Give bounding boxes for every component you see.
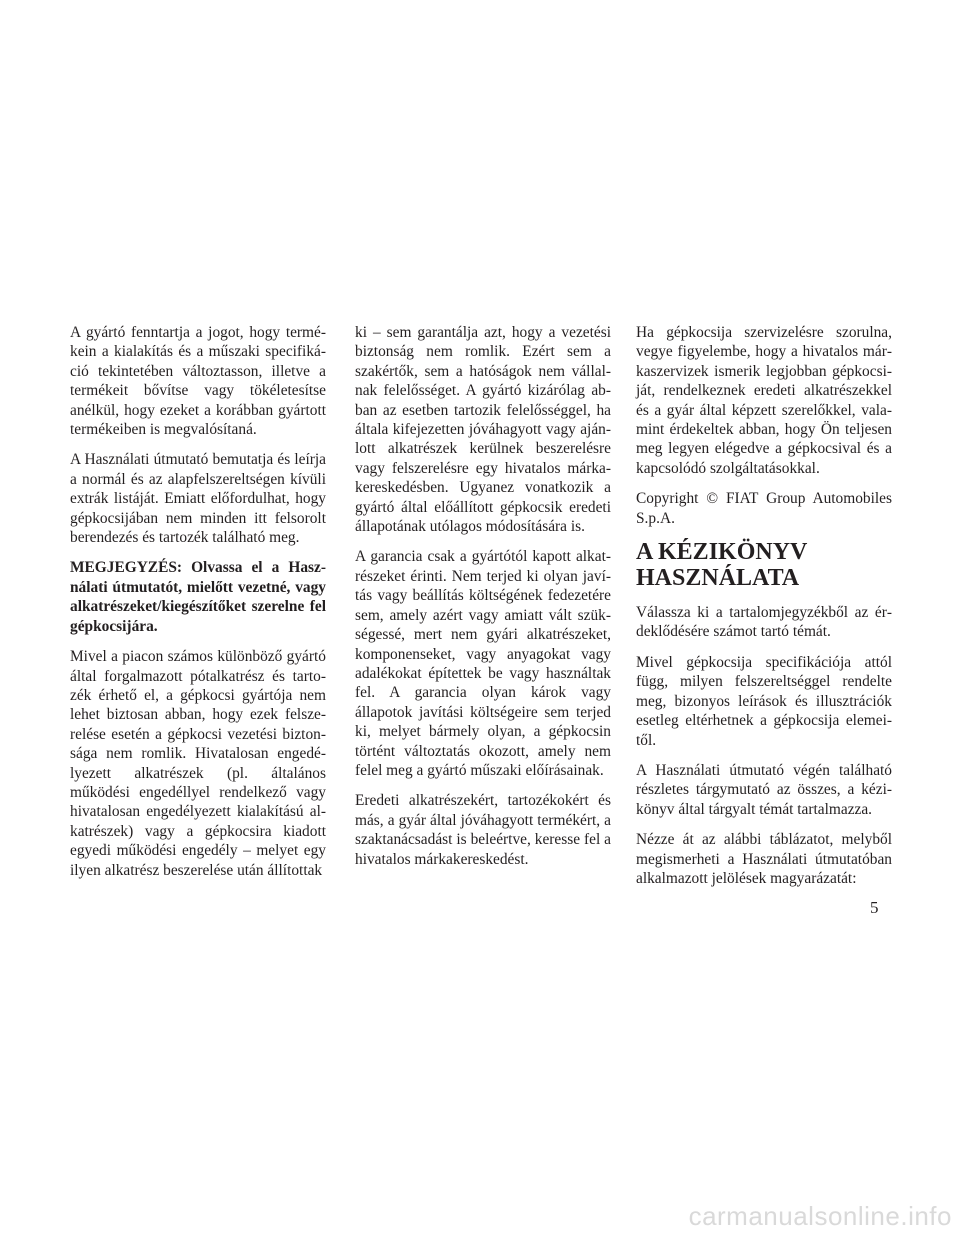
paragraph-spare-parts: Mivel a piacon számos különböző gyártó által forgalmazott pótalkatrész és tartozék érhető el, a gépkocsi gyártója nem lehet biztosan abban, hogy ezek felszerelése esetén a gépkocsi vezetési biztonsága nem romlik. Hivatalosan engedélyezett alkatrészek (pl. általános működési engedéllyel rendelkező vagy hivatalosan engedélyezett kialakítású alkatrészek) vagy a gépkocsira kiadott egyedi működési engedély – melyet egy ilyen alkatrész beszerelése után állítottak [70,648,326,879]
copyright-notice: Copyright © FIAT Group Automobiles S.p.A. [636,490,892,527]
section-heading-line-1: A KÉZIKÖNYV [636,539,808,566]
note-read-manual: MEGJEGYZÉS: Olvassa el a Használati útmutatót, mielőtt vezetné, vagy alkatrészeket/kiegészítőket szerelne fel gépkocsijára. [70,559,326,635]
paragraph-symbols-table: Nézze át az alábbi táblázatot, melyből megismerheti a Használati útmutatóban alkalmazott jelölések magyarázatát: [636,831,892,887]
paragraph-table-of-contents: Válassza ki a tartalomjegyzékből az érdeklődésére számot tartó témát. [636,604,892,641]
paragraph-manual-contents: A Használati útmutató bemutatja és leírja a normál és az alapfelszereltségen kívüli extrák listáját. Emiatt előfordulhat, hogy gépkocsijában nem minden itt felsorolt berendezés és tartozék található meg. [70,451,326,547]
paragraph-manufacturer-rights: A gyártó fenntartja a jogot, hogy termékein a kialakítás és a műszaki specifikáció tekintetében változtasson, illetve a termékeit bővítse vagy tökéletesítse anélkül, hogy ezeket a korábban gyártott termékeiben is megvalósítaná. [70,324,326,439]
text-column-1 [70,323,326,891]
text-column-3 [636,323,892,899]
section-heading-line-2: HASZNÁLATA [636,565,800,592]
paragraph-specification: Mivel gépkocsija specifikációja attól függ, milyen felszereltséggel rendelte meg, bizonyos leírások és illusztrációk esetleg eltérhetnek a gépkocsija elemeitől. [636,653,892,749]
paragraph-service: Ha gépkocsija szervizelésre szorulna, vegye figyelembe, hogy a hivatalos márkaszervizek ismerik legjobban gépkocsiját, rendelkeznek eredeti alkatrészekkel és a gyár által képzett szerelőkkel, valamint érdekeltek abban, hogy Ön teljesen meg legyen elégedve a gépkocsival és a kapcsolódó szolgáltatásokkal. [636,324,892,477]
section-heading [636,539,892,591]
watermark: carmanualsonline.info [688,1201,952,1231]
paragraph-original-parts: Eredeti alkatrészekért, tartozékokért és más, a gyár által jóváhagyott termékért, a szaktanácsadást is beleértve, keresse fel a hivatalos márkakereskedést. [355,792,611,868]
paragraph-warranty: A garancia csak a gyártótól kapott alkatrészeket érinti. Nem terjed ki olyan javítás vagy beállítás költségének fedezetére sem, amely azért vagy amiatt vált szükségessé, mert nem gyári alkatrészeket, komponenseket, vagy anyagokat vagy adalékokat építettek be vagy használtak fel. A garancia olyan károk vagy állapotok javítási költségeire sem terjed ki, melyet bármely olyan, a gépkocsin történt változtatás okozott, amely nem felel meg a gyártó műszaki előírásainak. [355,548,611,779]
page-number: 5 [870,898,879,917]
text-column-2 [355,323,611,880]
paragraph-safety-liability: ki – sem garantálja azt, hogy a vezetési biztonság nem romlik. Ezért sem a szakértők, sem a hatóságok nem vállalnak felelősséget. A gyártó kizárólag abban az esetben tartozik felelősséggel, ha általa kifejezetten jóváhagyott vagy ajánlott alkatrészek kerülnek beszerelésre vagy felszerelésre egy hivatalos márkakereskedésben. Ugyanez vonatkozik a gyártó által előállított gépkocsik eredeti állapotának utólagos módosítására is. [355,324,611,536]
paragraph-index: A Használati útmutató végén található részletes tárgymutató az összes, a kézikönyv által tárgyalt témát tartalmazza. [636,761,892,818]
